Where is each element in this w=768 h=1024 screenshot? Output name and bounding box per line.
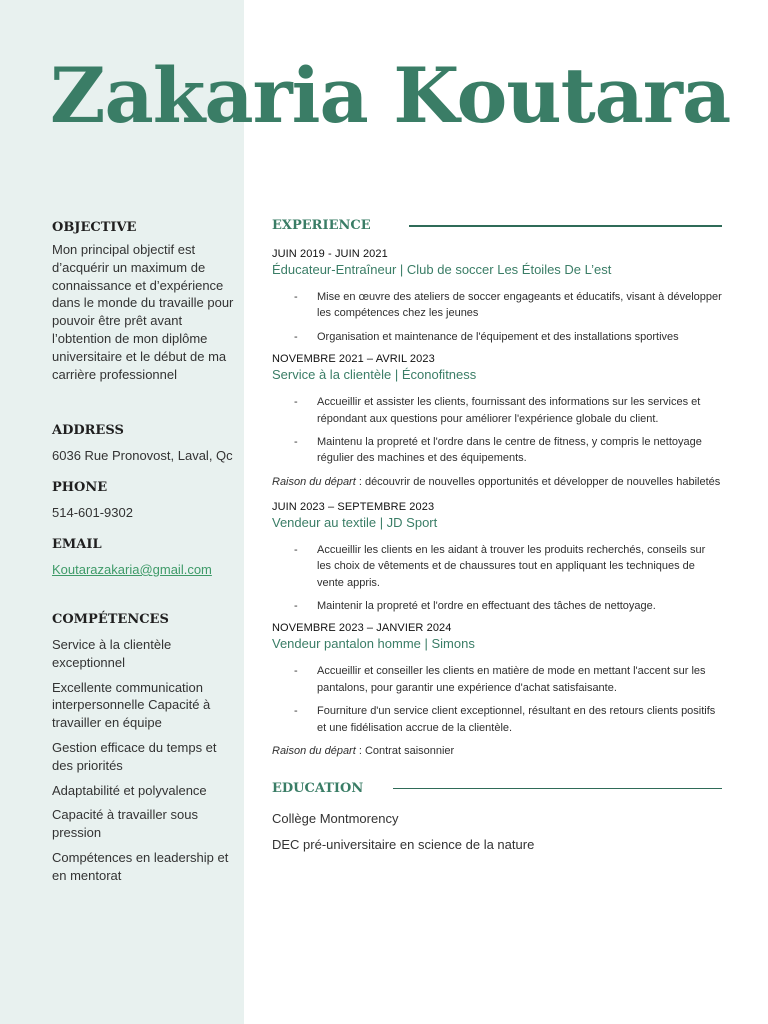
sidebar	[52, 220, 236, 892]
experience-divider	[409, 225, 722, 227]
competence-item: Compétences en leadership et en mentorat	[52, 849, 229, 883]
education-divider	[393, 788, 722, 790]
departure-reason	[272, 743, 722, 759]
job-bullets	[272, 542, 722, 615]
departure-reason-text: : Contrat saisonnier	[355, 745, 455, 758]
job-bullet-text: Maintenu la propreté et l'ordre dans le centre de fitness, y compris le nettoyage régulier des machines et des équipements.	[317, 436, 702, 465]
job-bullet	[272, 394, 722, 427]
phone-heading: PHONE	[52, 480, 108, 496]
candidate-name: Zakaria Koutara	[50, 51, 731, 140]
job-entry	[272, 621, 722, 759]
job-bullet	[272, 542, 722, 591]
bullet-dash: -	[294, 665, 298, 678]
job-entry	[272, 352, 722, 490]
competence-item: Service à la clientèle exceptionnel	[52, 636, 172, 670]
job-entry	[272, 500, 722, 615]
departure-reason-label: Raison du départ	[272, 475, 356, 488]
job-date: NOVEMBRE 2023 – JANVIER 2024	[272, 622, 452, 635]
job-bullet-text: Maintenir la propreté et l'ordre en effectuant des tâches de nettoyage.	[317, 600, 656, 613]
competence-item: Gestion efficace du temps et des priorités	[52, 739, 217, 773]
address-section	[52, 423, 236, 465]
job-title: Éducateur-Entraîneur | Club de soccer Les Étoiles De L’est	[272, 262, 612, 277]
phone-text: 514-601-9302	[52, 505, 133, 521]
bullet-dash: -	[294, 600, 298, 613]
bullet-dash: -	[294, 396, 298, 409]
competence-item: Capacité à travailler sous pression	[52, 807, 198, 841]
job-entry	[272, 247, 722, 345]
departure-reason-label: Raison du départ	[272, 745, 356, 758]
job-title: Vendeur au textile | JD Sport	[272, 514, 438, 530]
experience-heading: EXPERIENCE	[272, 218, 371, 233]
education-header	[272, 781, 722, 796]
email-link[interactable]: Koutarazakaria@gmail.com	[52, 561, 212, 577]
phone-section	[52, 480, 236, 522]
bullet-dash: -	[294, 291, 298, 303]
job-bullet-text: Accueillir les clients en les aidant à trouver les produits recherchés, conseils sur les choix de vêtements et de chaussures tout en appliquant les techniques de vente appris.	[317, 543, 706, 589]
job-bullets	[272, 394, 722, 467]
competence-item: Excellente communication interpersonnelle Capacité à travailler en équipe	[52, 679, 211, 731]
education-item: Collège Montmorency	[272, 811, 399, 827]
job-bullet-text: Accueillir et conseiller les clients en matière de mode en mettant l'accent sur les pantalons, pour garantir une expérience d'achat satisfaisante.	[317, 665, 706, 694]
bullet-dash: -	[294, 330, 298, 343]
competence-item: Adaptabilité et polyvalence	[52, 782, 207, 798]
departure-reason	[272, 474, 722, 490]
job-bullet-text: Mise en œuvre des ateliers de soccer engageants et éducatifs, visant à développer les compétences chez les jeunes	[317, 291, 722, 320]
job-title: Service à la clientèle | Éconofitness	[272, 367, 477, 383]
bullet-dash: -	[294, 543, 298, 556]
job-bullet	[272, 703, 722, 736]
job-date: NOVEMBRE 2021 – AVRIL 2023	[272, 353, 435, 366]
objective-heading: OBJECTIVE	[52, 220, 137, 235]
job-bullet	[272, 663, 722, 696]
main-content	[272, 218, 722, 862]
experience-header	[272, 218, 722, 233]
competences-list	[52, 636, 236, 885]
competences-heading: COMPÉTENCES	[52, 611, 169, 627]
job-bullet-text: Fourniture d'un service client exceptionnel, résultant en des retours clients positifs et une fidélisation accrue de la clientèle.	[317, 705, 716, 734]
address-heading: ADDRESS	[52, 423, 124, 439]
job-bullet	[272, 598, 722, 614]
departure-reason-text: : découvrir de nouvelles opportunités et développer de nouvelles habiletés	[355, 475, 721, 488]
job-title: Vendeur pantalon homme | Simons	[272, 636, 475, 652]
objective-section	[52, 220, 236, 383]
email-section	[52, 537, 236, 579]
address-text: 6036 Rue Pronovost, Laval, Qc	[52, 448, 233, 464]
objective-text: Mon principal objectif est d’acquérir un maximum de connaissance et d’expérience dans le monde du travaille pour pouvoir être prêt avant l’obtention de mon diplôme universitaire et le début de ma carrière professionnel	[52, 242, 234, 382]
education-list	[272, 810, 722, 854]
job-bullet-text: Organisation et maintenance de l'équipement et des installations sportives	[317, 330, 679, 343]
education-item: DEC pré-universitaire en science de la nature	[272, 837, 535, 853]
email-heading: EMAIL	[52, 536, 102, 552]
competences-section	[52, 612, 236, 885]
bullet-dash: -	[294, 705, 298, 718]
bullet-dash: -	[294, 436, 298, 449]
job-date: JUIN 2023 – SEPTEMBRE 2023	[272, 500, 435, 513]
job-bullet	[272, 434, 722, 467]
job-bullet	[272, 289, 722, 322]
job-bullets	[272, 289, 722, 345]
education-heading: EDUCATION	[272, 781, 364, 797]
job-bullets	[272, 663, 722, 736]
job-bullet-text: Accueillir et assister les clients, fournissant des informations sur les services et répondant aux questions pour améliorer l'expérience globale du client.	[317, 396, 701, 425]
job-bullet	[272, 329, 722, 345]
job-date: JUIN 2019 - JUIN 2021	[272, 248, 388, 260]
